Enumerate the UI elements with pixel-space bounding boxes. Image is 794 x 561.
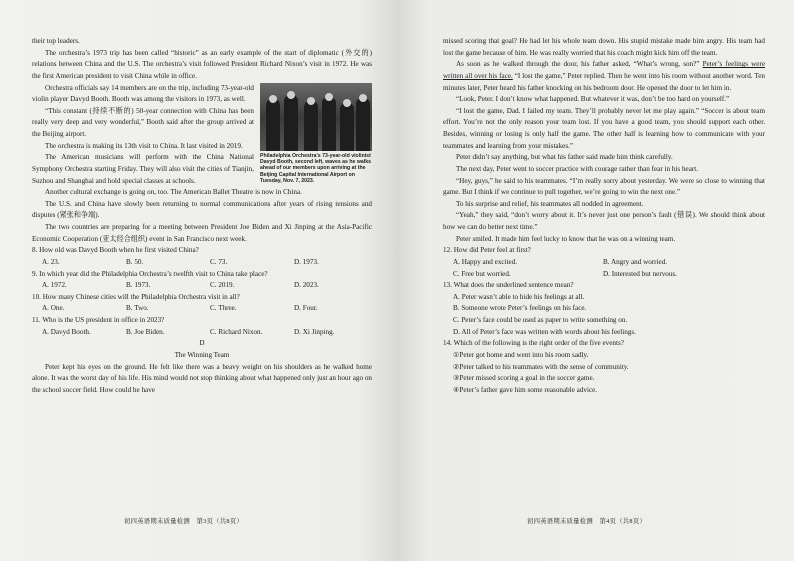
orchestra-photo xyxy=(260,83,372,151)
question-12: 12. How did Peter feel at first? xyxy=(443,246,531,255)
option[interactable]: C. 2019. xyxy=(210,281,235,290)
news-photo xyxy=(260,83,372,185)
paragraph: Peter kept his eyes on the ground. He felt like there was a heavy weight on his shoulders as he walked home alone. It was the worst day of his life. His mind would not stop thinking about what happened only just an hour ago on the school soccer field. How could he have xyxy=(32,362,372,394)
option[interactable]: D. All of Peter’s face was written with words about his feelings. xyxy=(453,327,636,336)
option[interactable]: D. 2023. xyxy=(294,281,319,290)
option[interactable]: D. Four. xyxy=(294,304,318,313)
option[interactable]: A. Peter wasn’t able to hide his feelings at all. xyxy=(453,292,585,301)
paragraph: The orchestra’s 1973 trip has been called “historic” as an early example of the start of diplomatic (外交的) relations between China and the U.S. The orchestra’s visit followed President Richard Nixon’s visit in 1972. He was the first American president to visit China while in office. xyxy=(32,48,372,80)
option[interactable]: D. Interested but nervous. xyxy=(603,269,677,278)
photo-caption: Philadelphia Orchestra’s 73-year-old violinist Davyd Booth, second left, waves as he walks ahead of our members upon arriving at the Beijing Capital International Airport on Tuesday, Nov. 7, 2023. xyxy=(260,152,371,185)
paragraph: “I lost the game, Dad. I failed my team. They’ll probably never let me play again.” “Soccer is about team effort. You’re not the only reason your team lost. If you have a good team, you should support each other. Besides, winning or losing is only half the game. The other half is learning how to communicate with your teammates and learning from your mistakes.” xyxy=(443,106,765,150)
section-label: D xyxy=(199,339,205,348)
option[interactable]: C. Three. xyxy=(210,304,237,313)
paragraph: Orchestra officials say 14 members are on the trip, including 73-year-old violin player Davyd Booth. Booth was among the visitors in 1973, as well. xyxy=(32,83,254,104)
paragraph: missed scoring that goal? He had let his whole team down. His stupid mistake made him angry. His team had lost the game because of him. He was really worried that his coach might kick him off the team. xyxy=(443,37,765,57)
story-title: The Winning Team xyxy=(174,350,230,359)
paragraph: “Look, Peter. I don’t know what happened. But whatever it was, don’t be too hard on yourself.” xyxy=(456,95,730,104)
paragraph: To his surprise and relief, his teammates all nodded in agreement. xyxy=(456,199,644,208)
option[interactable]: B. 1973. xyxy=(126,281,151,290)
right-column xyxy=(443,36,765,396)
question-10: 10. How many Chinese cities will the Philadelphia Orchestra visit in all? xyxy=(32,292,240,301)
question-8: 8. How old was Davyd Booth when he first visited China? xyxy=(32,246,199,255)
paragraph: Peter smiled. It made him feel lucky to know that he was on a winning team. xyxy=(456,234,676,243)
question-12-options xyxy=(443,269,765,281)
paragraph: their top leaders. xyxy=(32,37,80,45)
event-item: ①Peter got home and went into his room sadly. xyxy=(453,350,589,359)
left-column xyxy=(32,36,372,396)
question-9: 9. In which year did the Philadelphia Orchestra’s twelfth visit to China take place? xyxy=(32,269,268,278)
question-13: 13. What does the underlined sentence mean? xyxy=(443,281,574,290)
paragraph: “Hey, guys,” he said to his teammates. “I’m really sorry about yesterday. We were so close to winning that game. But I think if we continue to pull together, we’re going to win the next one.” xyxy=(443,176,765,197)
page-4 xyxy=(397,0,794,561)
option[interactable]: C. Richard Nixon. xyxy=(210,327,263,336)
option[interactable]: A. 23. xyxy=(42,257,60,266)
question-14: 14. Which of the following is the right order of the five events? xyxy=(443,339,624,348)
paragraph: “Yeah,” they said, “don’t worry about it. It’s never just one person’s fault (错误). We should think about how we can do better next time.” xyxy=(443,211,765,231)
paragraph: Another cultural exchange is going on, too. The American Ballet Theatre is now in China. xyxy=(45,188,302,197)
paragraph: The U.S. and China have slowly been returning to normal communications after years of rising tensions and disputes (紧张和争端). xyxy=(32,199,372,220)
paragraph: The next day, Peter went to soccer practice with courage rather than fear in his heart. xyxy=(456,164,699,173)
option[interactable]: A. One. xyxy=(42,304,65,313)
option[interactable]: B. Two. xyxy=(126,304,149,313)
option[interactable]: B. Someone wrote Peter’s feelings on his face. xyxy=(453,304,587,313)
option[interactable]: A. 1972. xyxy=(42,281,67,290)
option[interactable]: D. Xi Jinping. xyxy=(294,327,335,336)
paragraph: The two countries are preparing for a meeting between President Joe Biden and Xi Jinping at the Asia-Pacific Economic Cooperation (亚太经合组织) event in San Francisco next week. xyxy=(32,223,372,243)
question-10-options xyxy=(32,303,372,315)
option[interactable]: C. 73. xyxy=(210,257,228,266)
paragraph: The orchestra is making its 13th visit to China. It last visited in 2019. xyxy=(45,141,243,150)
option[interactable]: A. Davyd Booth. xyxy=(42,327,91,336)
paragraph: As soon as he walked through the door, his father asked, “What’s wrong, son?” Peter’s feelings were written all over his face. “I lost the game,” Peter replied. Then he went into his room without another word. Ten minutes later, Peter heard his father knocking on his bedroom door. He opened the door to let him in. xyxy=(443,60,766,92)
page-footer: 初四英语期末质量检测 第3页（共8页） xyxy=(124,518,244,525)
event-item: ③Peter missed scoring a goal in the soccer game. xyxy=(453,374,595,383)
event-item: ④Peter’s father gave him some reasonable advice. xyxy=(453,385,598,394)
option[interactable]: B. Joe Biden. xyxy=(126,327,165,336)
question-12-options xyxy=(443,257,765,269)
question-9-options xyxy=(32,280,372,292)
underlined-sentence: Peter’s feelings were written all over his face. xyxy=(443,60,766,80)
option[interactable]: C. Free but worried. xyxy=(453,269,511,278)
page-footer: 初四英语期末质量检测 第4页（共8页） xyxy=(527,518,647,525)
event-item: ②Peter talked to his teammates with the sense of community. xyxy=(453,362,629,371)
option[interactable]: C. Peter’s face could be used as paper to write something on. xyxy=(453,316,628,324)
paragraph: The American musicians will perform with the China National Symphony Orchestra starting Friday. They will also visit the cities of Tianjin, Suzhou and Shanghai and hold special classes at schools. xyxy=(32,153,254,185)
question-11: 11. Who is the US president in office in 2023? xyxy=(32,316,165,324)
paragraph: Peter didn’t say anything, but what his father said made him think carefully. xyxy=(456,153,673,162)
question-8-options xyxy=(32,257,372,269)
option[interactable]: B. 50. xyxy=(126,257,144,266)
option[interactable]: B. Angry and worried. xyxy=(603,257,668,266)
paragraph: “This constant (持续不断的) 50-year connection with China has been really very deep and very wonderful,” Booth said after the group arrived at the Beijing airport. xyxy=(32,106,254,138)
option[interactable]: A. Happy and excited. xyxy=(453,257,518,266)
question-11-options xyxy=(32,327,372,339)
option[interactable]: D. 1973. xyxy=(294,257,319,266)
